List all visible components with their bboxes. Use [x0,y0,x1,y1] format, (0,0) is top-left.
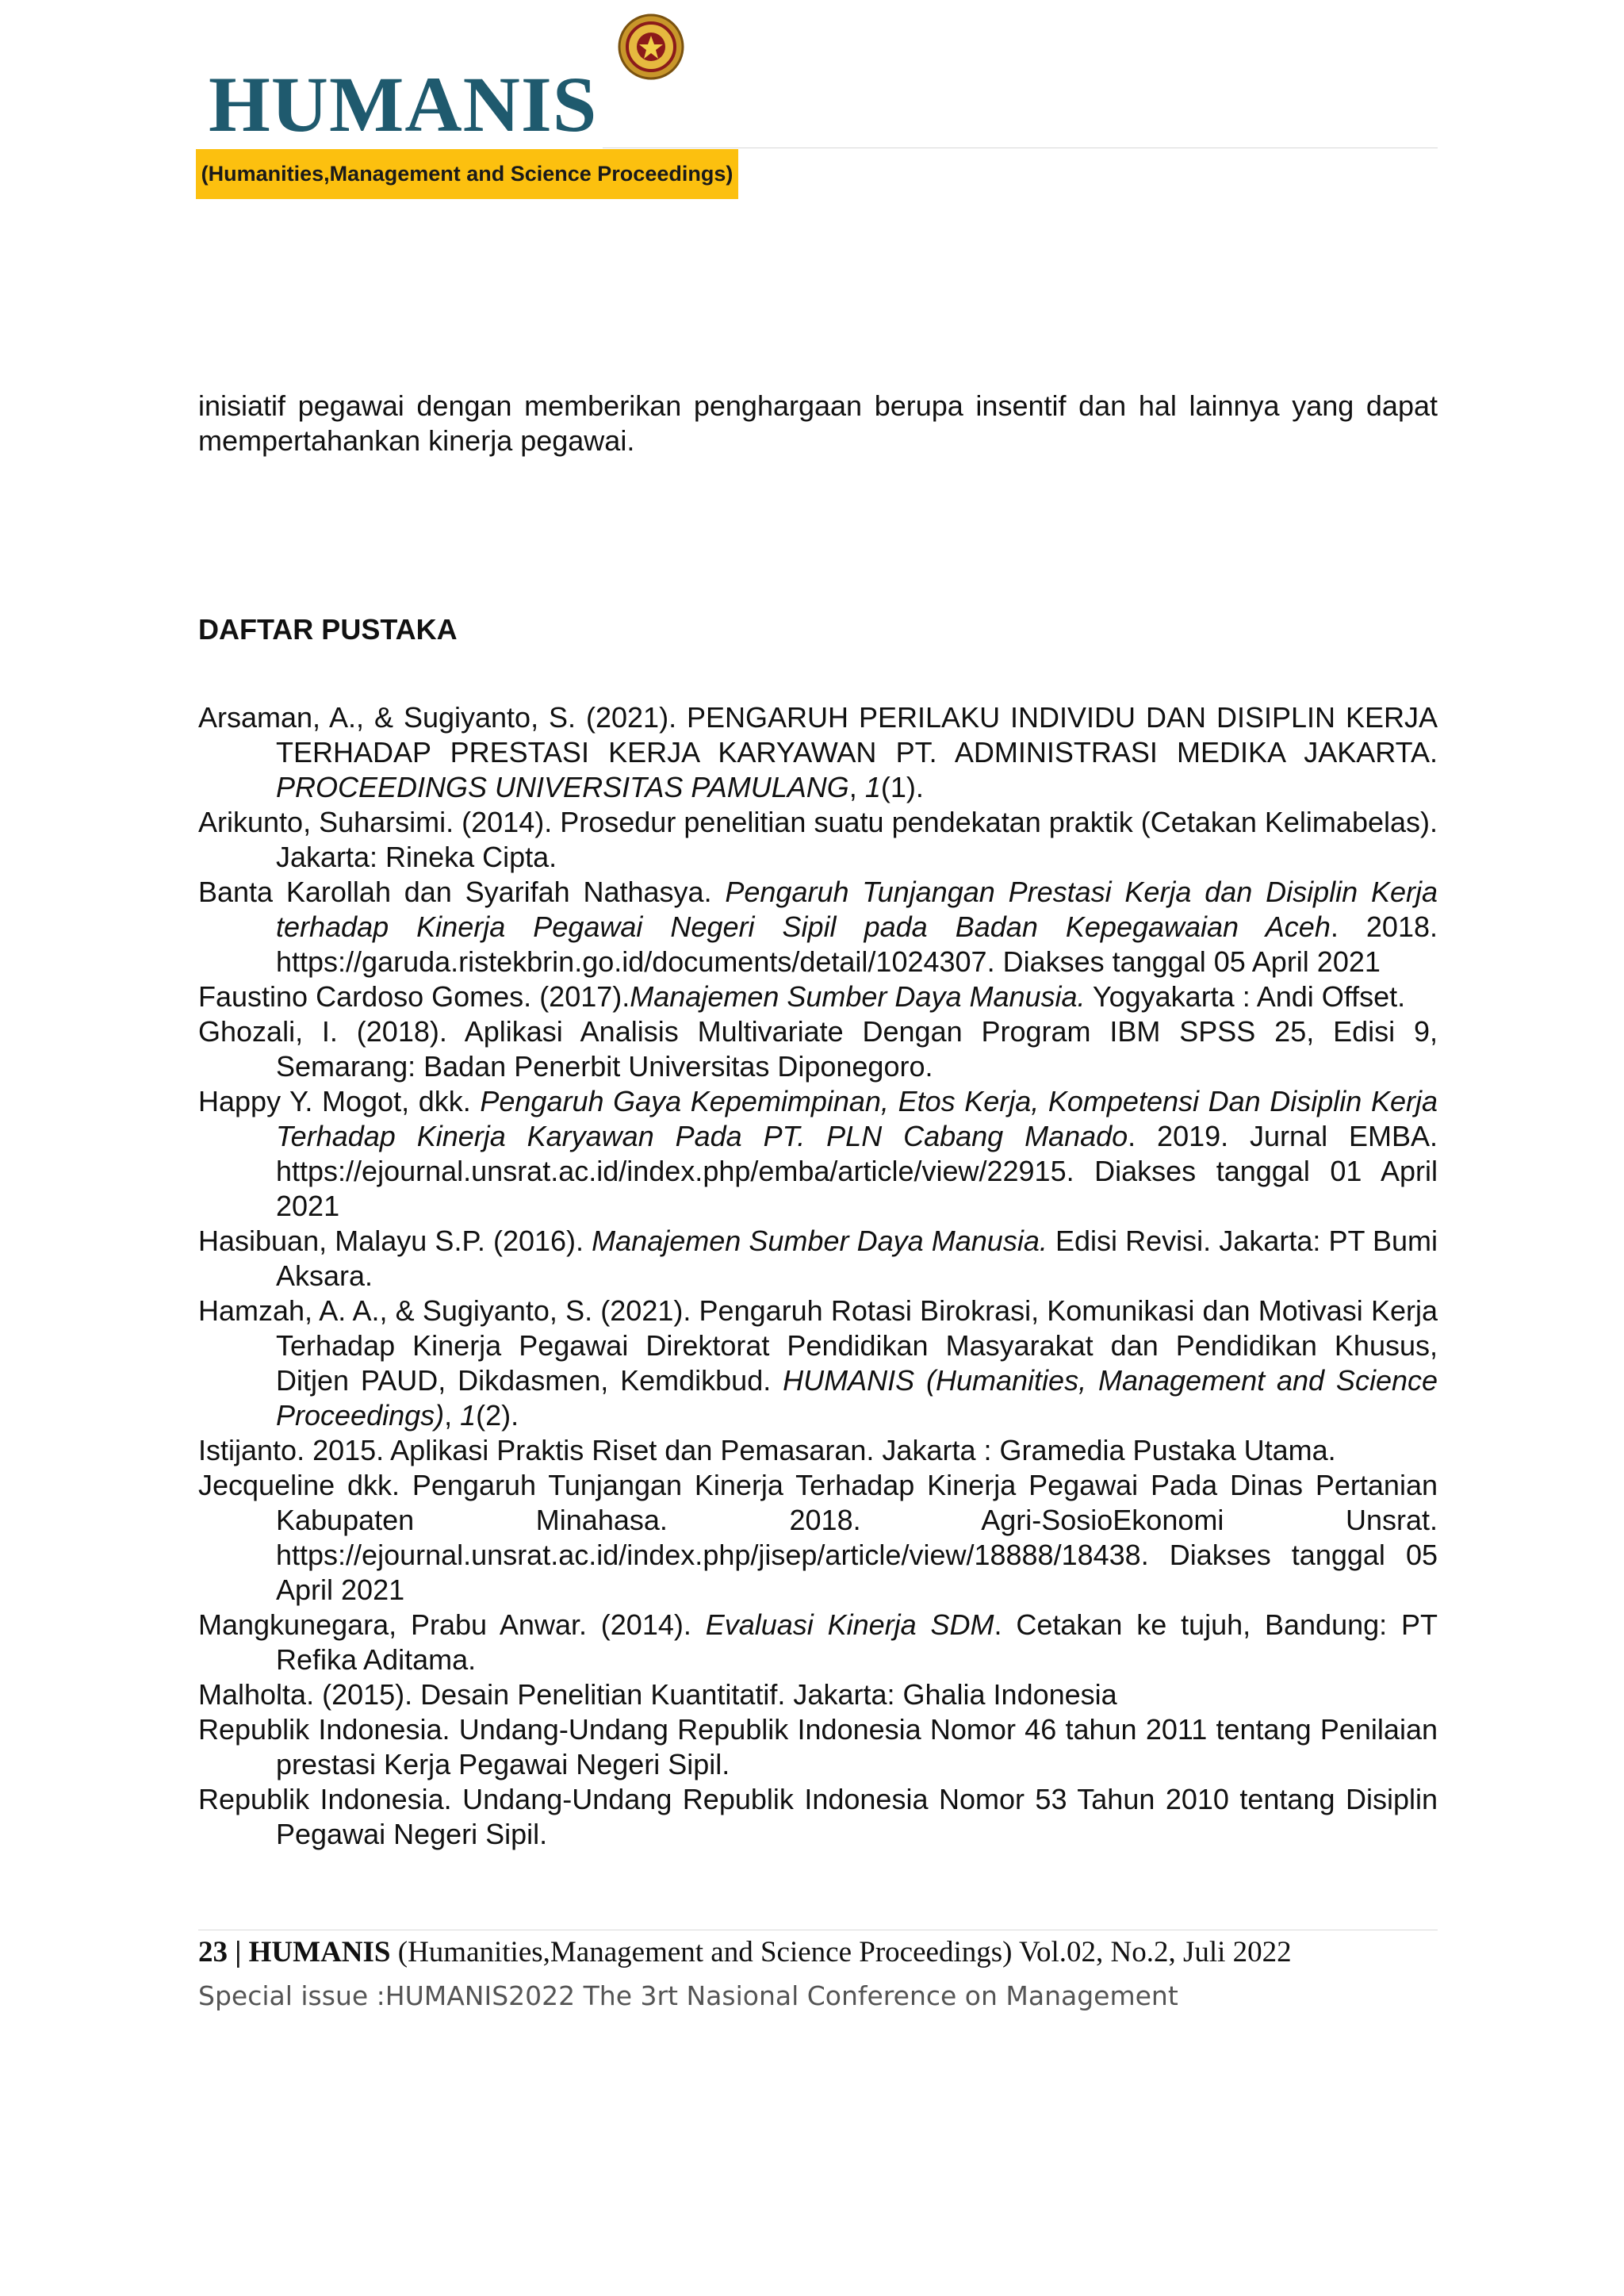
intro-paragraph: inisiatif pegawai dengan memberikan penghargaan berupa insentif dan hal lainnya yang dapat mempertahankan kinerja pegawai. [198,389,1438,457]
journal-subtitle-banner: (Humanities,Management and Science Proceedings) [196,149,738,199]
footer-citation: 23 | HUMANIS (Humanities,Management and Science Proceedings) Vol.02, No.2, Juli 2022 [198,1936,1292,1968]
reference-item: Arikunto, Suharsimi. (2014). Prosedur penelitian suatu pendekatan praktik (Cetakan Kelimabelas). Jakarta: Rineka Cipta. [198,806,1438,873]
university-seal-icon [617,13,685,81]
footer-journal-name: HUMANIS [248,1936,391,1968]
reference-item: Faustino Cardoso Gomes. (2017).Manajemen Sumber Daya Manusia. Yogyakarta : Andi Offset. [198,980,1406,1013]
page-number: 23 [198,1936,228,1968]
reference-item: Malholta. (2015). Desain Penelitian Kuantitatif. Jakarta: Ghalia Indonesia [198,1678,1117,1711]
reference-item: Banta Karollah dan Syarifah Nathasya. Pengaruh Tunjangan Prestasi Kerja dan Disiplin Kerja terhadap Kinerja Pegawai Negeri Sipil pada Badan Kepegawaian Aceh. 2018. https://garuda.ristekbrin.go.id/documents/detail/1024307. Diakses tanggal 05 April 2021 [198,876,1438,978]
reference-item: Jecqueline dkk. Pengaruh Tunjangan Kinerja Terhadap Kinerja Pegawai Pada Dinas Pertanian Kabupaten Minahasa. 2018. Agri-SosioEkonomi Unsrat. https://ejournal.unsrat.ac.id/index.php/jisep/article/view/18888/18438. Diakses tanggal 05 April 2021 [198,1469,1438,1606]
reference-item: Ghozali, I. (2018). Aplikasi Analisis Multivariate Dengan Program IBM SPSS 25, Edisi 9, Semarang: Badan Penerbit Universitas Diponegoro. [198,1015,1438,1083]
reference-item: Republik Indonesia. Undang-Undang Republik Indonesia Nomor 46 tahun 2011 tentang Penilaian prestasi Kerja Pegawai Negeri Sipil. [198,1713,1438,1780]
special-issue-note: Special issue :HUMANIS2022 The 3rt Nasional Conference on Management [198,1980,1178,2011]
reference-list [198,700,1438,1852]
reference-item: Happy Y. Mogot, dkk. Pengaruh Gaya Kepemimpinan, Etos Kerja, Kompetensi Dan Disiplin Kerja Terhadap Kinerja Karyawan Pada PT. PLN Cabang Manado. 2019. Jurnal EMBA. https://ejournal.unsrat.ac.id/index.php/emba/article/view/22915. Diakses tanggal 01 April 2021 [198,1085,1438,1222]
section-heading: DAFTAR PUSTAKA [198,613,458,646]
reference-item: Hamzah, A. A., & Sugiyanto, S. (2021). Pengaruh Rotasi Birokrasi, Komunikasi dan Motivasi Kerja Terhadap Kinerja Pegawai Direktorat Pendidikan Masyarakat dan Pendidikan Khusus, Ditjen PAUD, Dikdasmen, Kemdikbud. HUMANIS (Humanities, Management and Science Proceedings), 1(2). [198,1294,1438,1432]
reference-item: Republik Indonesia. Undang-Undang Republik Indonesia Nomor 53 Tahun 2010 tentang Disiplin Pegawai Negeri Sipil. [198,1783,1438,1850]
reference-item: Istijanto. 2015. Aplikasi Praktis Riset dan Pemasaran. Jakarta : Gramedia Pustaka Utama. [198,1434,1336,1466]
reference-item: Hasibuan, Malayu S.P. (2016). Manajemen Sumber Daya Manusia. Edisi Revisi. Jakarta: PT Bumi Aksara. [198,1225,1438,1292]
reference-item: Mangkunegara, Prabu Anwar. (2014). Evaluasi Kinerja SDM. Cetakan ke tujuh, Bandung: PT Refika Aditama. [198,1608,1438,1676]
journal-title: HUMANIS [209,60,598,148]
reference-item: Arsaman, A., & Sugiyanto, S. (2021). PENGARUH PERILAKU INDIVIDU DAN DISIPLIN KERJA TERHADAP PRESTASI KERJA KARYAWAN PT. ADMINISTRASI MEDIKA JAKARTA. PROCEEDINGS UNIVERSITAS PAMULANG, 1(1). [198,701,1438,803]
footer-journal-details: (Humanities,Management and Science Proceedings) Vol.02, No.2, Juli 2022 [390,1936,1292,1968]
